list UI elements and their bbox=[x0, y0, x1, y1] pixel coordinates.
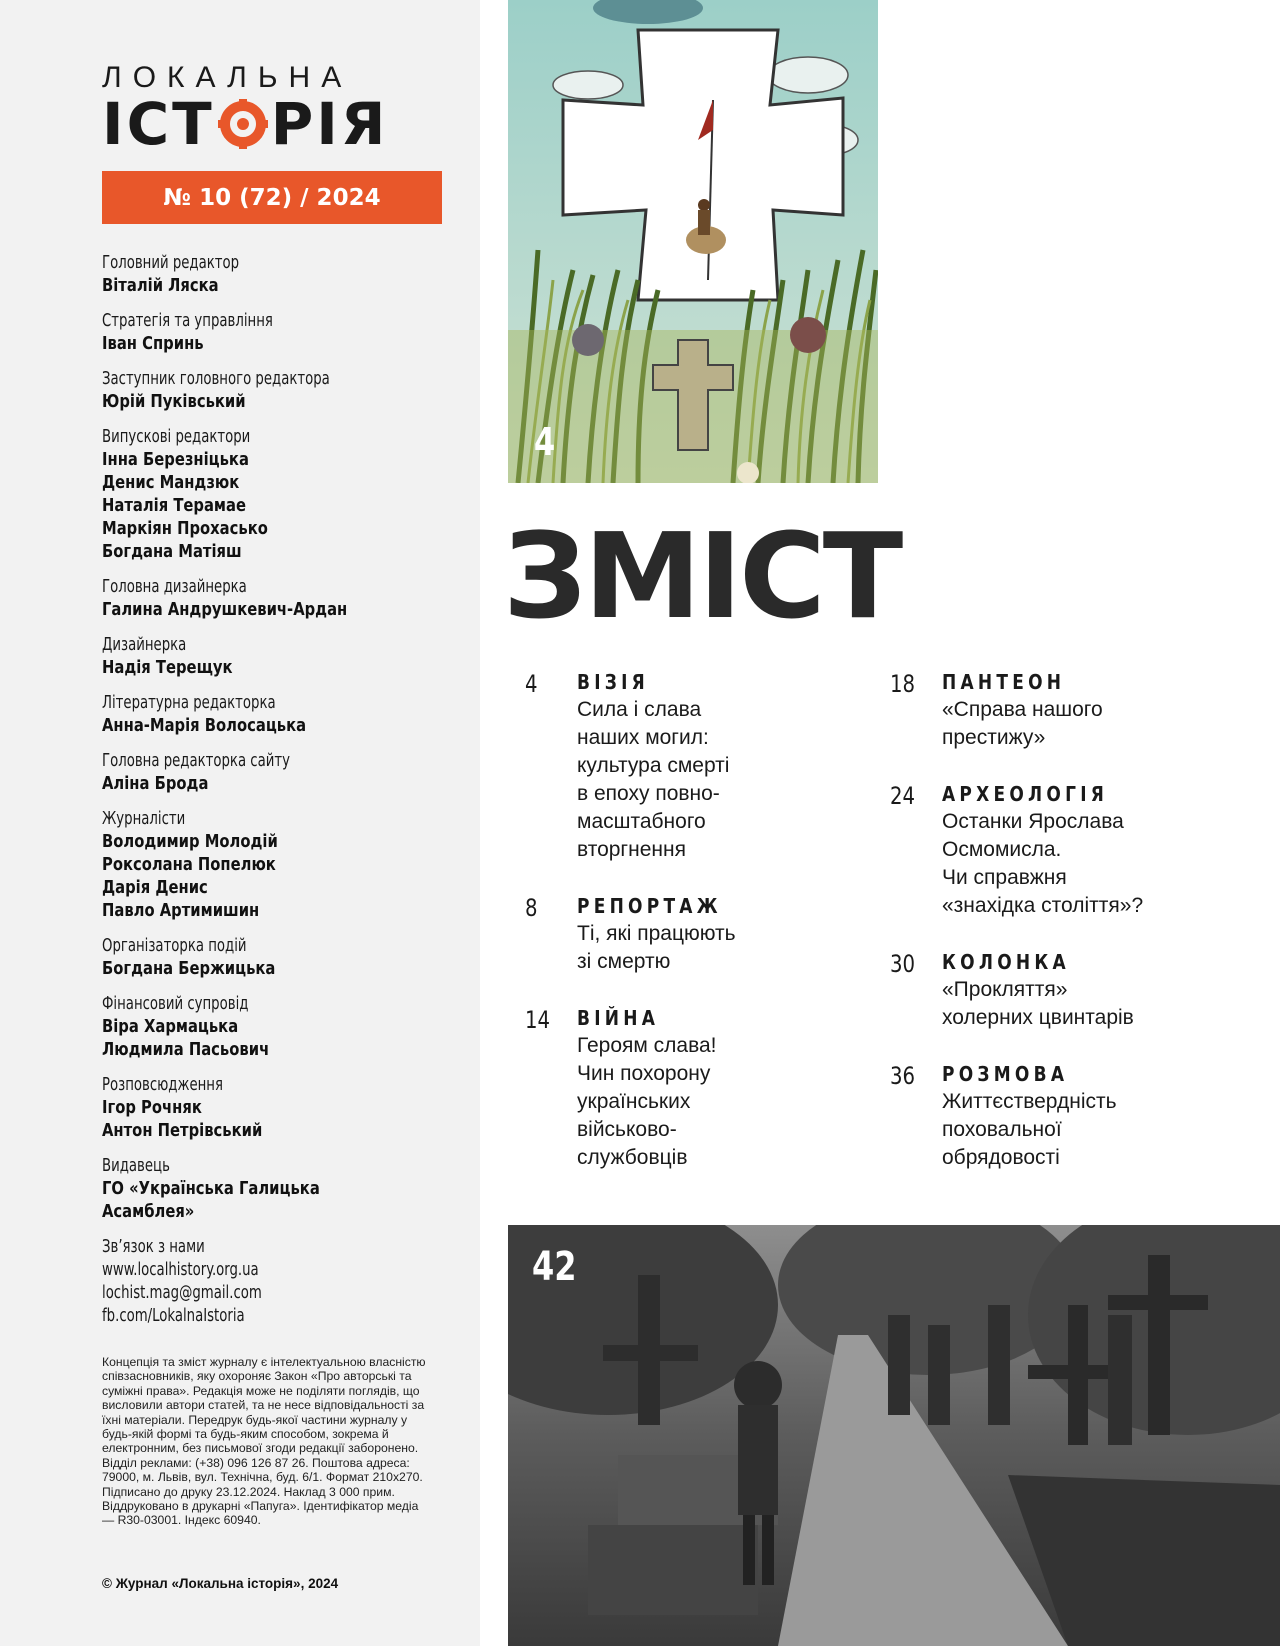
staff-name: ГО «Українська Галицька bbox=[102, 1178, 320, 1199]
staff-name: Іван Спринь bbox=[102, 333, 204, 354]
contents-heading: ЗМІСТ bbox=[503, 507, 901, 645]
staff-group bbox=[102, 251, 462, 297]
staff-role: Заступник головного редактора bbox=[102, 368, 330, 389]
toc-section-label: РЕПОРТАЖ bbox=[577, 894, 722, 918]
staff-name: Богдана Матіяш bbox=[102, 541, 242, 562]
toc-article-title: Ті, які працюють зі смертю bbox=[577, 922, 736, 973]
toc-article-title: «Справа нашого престижу» bbox=[942, 698, 1103, 749]
toc-page-number: 36 bbox=[890, 1062, 916, 1090]
toc-section-label: ВІЗІЯ bbox=[577, 670, 650, 694]
toc-page-number: 30 bbox=[890, 950, 916, 978]
logo-target-icon bbox=[218, 99, 268, 149]
cemetery-photo bbox=[508, 1225, 1280, 1646]
toc-right-column bbox=[890, 668, 1270, 1200]
staff-name: Ігор Рочняк bbox=[102, 1097, 202, 1118]
staff-role: Зв’язок з нами bbox=[102, 1236, 205, 1257]
toc-entry[interactable] bbox=[525, 668, 845, 864]
staff-group bbox=[102, 425, 462, 563]
logo-bottom-left: ІСТ bbox=[102, 90, 215, 158]
staff-name: Віталій Ляска bbox=[102, 275, 219, 296]
staff-name: Денис Мандзюк bbox=[102, 472, 240, 493]
staff-group bbox=[102, 575, 462, 621]
toc-section-label: ПАНТЕОН bbox=[942, 670, 1066, 694]
staff-role: Головна редакторка сайту bbox=[102, 750, 290, 771]
staff-name: Інна Березніцька bbox=[102, 449, 249, 470]
contact-line[interactable]: www.localhistory.org.ua bbox=[102, 1259, 259, 1280]
copyright: © Журнал «Локальна історія», 2024 bbox=[102, 1576, 339, 1591]
toc-entry[interactable] bbox=[890, 780, 1270, 920]
staff-name: Павло Артимишин bbox=[102, 900, 260, 921]
toc-article-title: Життєствердність поховальної обрядовості bbox=[942, 1090, 1117, 1169]
staff-name: Наталія Терамае bbox=[102, 495, 246, 516]
staff-role: Стратегія та управління bbox=[102, 310, 273, 331]
toc-section-label: ВІЙНА bbox=[577, 1006, 660, 1030]
logo-bottom-right: РІЯ bbox=[270, 90, 389, 158]
contact-line[interactable]: lochist.mag@gmail.com bbox=[102, 1282, 262, 1303]
toc-page-number: 8 bbox=[525, 894, 538, 922]
staff-role: Дизайнерка bbox=[102, 634, 187, 655]
toc-page-number: 4 bbox=[525, 670, 538, 698]
toc-section-label: АРХЕОЛОГІЯ bbox=[942, 782, 1109, 806]
toc-section-label: КОЛОНКА bbox=[942, 950, 1070, 974]
magazine-logo bbox=[102, 61, 442, 158]
cover-illustration bbox=[508, 0, 878, 483]
staff-name: Володимир Молодій bbox=[102, 831, 278, 852]
logo-top-line: ЛОКАЛЬНА bbox=[102, 61, 353, 94]
staff-name: Роксолана Попелюк bbox=[102, 854, 276, 875]
staff-group bbox=[102, 807, 462, 922]
toc-entry[interactable] bbox=[890, 948, 1270, 1032]
staff-role: Літературна редакторка bbox=[102, 692, 276, 713]
toc-section-label: РОЗМОВА bbox=[942, 1062, 1069, 1086]
staff-group bbox=[102, 1073, 462, 1142]
staff-name: Віра Хармацька bbox=[102, 1016, 239, 1037]
legal-notice: Концепція та зміст журналу є інтелектуальною власністю співзасновників, яку охороняє Закон «Про авторські та суміжні права». Редакція може не поділяти поглядів, що висловили автори статей, та не несе відповідальності за їхні матеріали. Передрук будь-якої частини журналу у будь-якій формі та будь-яким способом, зокрема й електронним, без письмової згоди редакції заборонено. Відділ реклами: (+38) 096 126 87 26. Поштова адреса: 79000, м. Львів, вул. Технічна, буд. 6/1. Формат 210x270. Підписано до друку 23.12.2024. Наклад 3 000 прим. Віддруковано в друкарні «Папуга». Ідентифікатор медіа — R30-03001. Індекс 60940. bbox=[102, 1355, 426, 1528]
toc-entry[interactable] bbox=[890, 1060, 1270, 1172]
illustration-page-number: 4 bbox=[534, 420, 556, 464]
staff-group bbox=[102, 309, 462, 355]
staff-name: Галина Андрушкевич-Ардан bbox=[102, 599, 348, 620]
toc-page-number: 24 bbox=[890, 782, 916, 810]
toc-article-title: Героям слава! Чин похорону українських військово- службовців bbox=[577, 1034, 717, 1169]
toc-left-column bbox=[525, 668, 845, 1200]
staff-role: Випускові редактори bbox=[102, 426, 251, 447]
staff-name: Богдана Бержицька bbox=[102, 958, 276, 979]
logo-bottom-line bbox=[102, 90, 442, 158]
staff-group bbox=[102, 749, 462, 795]
staff-name: Юрій Пуківський bbox=[102, 391, 246, 412]
staff-role: Головна дизайнерка bbox=[102, 576, 247, 597]
staff-role: Головний редактор bbox=[102, 252, 240, 273]
staff-group bbox=[102, 1154, 462, 1223]
staff-group bbox=[102, 934, 462, 980]
staff-name: Надія Терещук bbox=[102, 657, 233, 678]
staff-list bbox=[102, 251, 462, 1339]
staff-group bbox=[102, 367, 462, 413]
issue-number-bar: № 10 (72) / 2024 bbox=[102, 171, 442, 224]
toc-entry[interactable] bbox=[890, 668, 1270, 752]
toc-article-title: Сила і слава наших могил: культура смерті в епоху повно- масштабного вторгнення bbox=[577, 698, 730, 861]
staff-role: Розповсюдження bbox=[102, 1074, 223, 1095]
staff-name: Дарія Денис bbox=[102, 877, 208, 898]
staff-name: Анна-Марія Волосацька bbox=[102, 715, 307, 736]
staff-role: Видавець bbox=[102, 1155, 170, 1176]
staff-role: Фінансовий супровід bbox=[102, 993, 249, 1014]
staff-role: Журналісти bbox=[102, 808, 186, 829]
staff-group bbox=[102, 992, 462, 1061]
contacts-group bbox=[102, 1235, 462, 1327]
toc-article-title: «Прокляття» холерних цвинтарів bbox=[942, 978, 1134, 1029]
staff-name: Асамблея» bbox=[102, 1201, 195, 1222]
staff-group bbox=[102, 633, 462, 679]
masthead-sidebar bbox=[0, 0, 480, 1646]
staff-name: Людмила Пасьович bbox=[102, 1039, 270, 1060]
toc-article-title: Останки Ярослава Осмомисла. Чи справжня «знахідка століття»? bbox=[942, 810, 1144, 917]
staff-group bbox=[102, 691, 462, 737]
toc-entry[interactable] bbox=[525, 1004, 845, 1172]
staff-name: Аліна Брода bbox=[102, 773, 209, 794]
photo-page-number: 42 bbox=[532, 1244, 577, 1290]
toc-page-number: 14 bbox=[525, 1006, 551, 1034]
staff-name: Антон Петрівський bbox=[102, 1120, 263, 1141]
toc-page-number: 18 bbox=[890, 670, 916, 698]
toc-entry[interactable] bbox=[525, 892, 845, 976]
contact-line[interactable]: fb.com/LokalnaIstoria bbox=[102, 1305, 245, 1326]
staff-name: Маркіян Прохасько bbox=[102, 518, 268, 539]
staff-role: Організаторка подій bbox=[102, 935, 247, 956]
